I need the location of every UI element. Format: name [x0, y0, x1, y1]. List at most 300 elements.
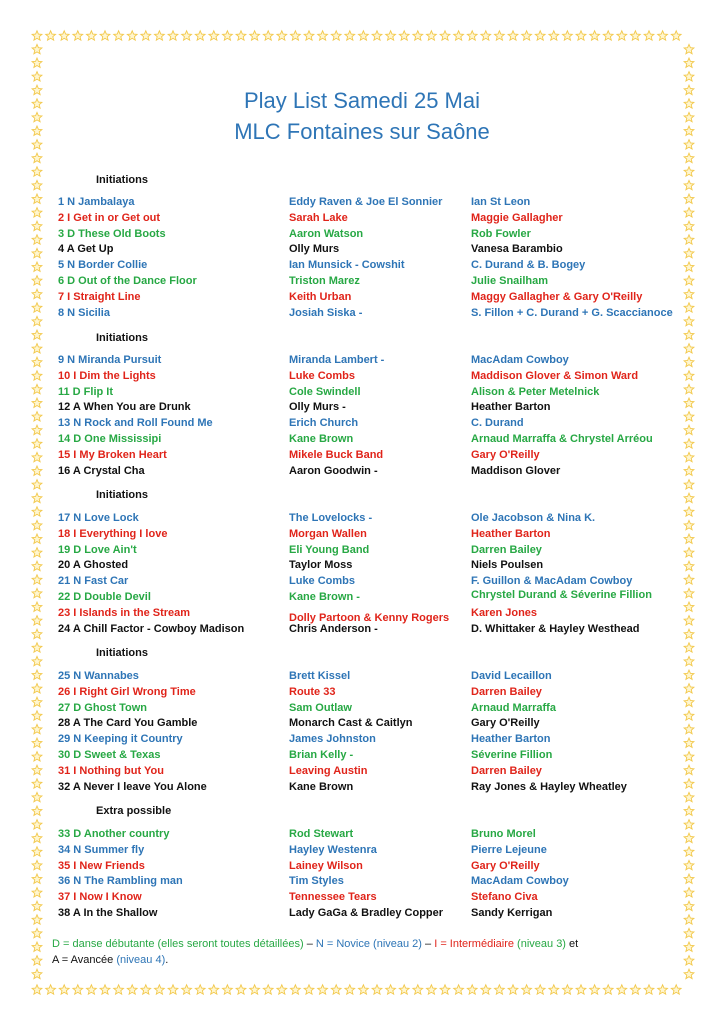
row-choreo: Arnaud Marraffa & Chrystel Arréou — [471, 433, 653, 445]
row-choreo: Maddison Glover & Simon Ward — [471, 369, 639, 382]
star-icon — [684, 398, 694, 407]
star-icon — [684, 208, 694, 217]
row-dance: 25 N Wannabes — [58, 670, 139, 682]
star-icon — [684, 507, 694, 516]
star-icon — [32, 344, 42, 353]
row-choreo: Gary O'Reilly — [471, 717, 540, 730]
star-icon — [32, 425, 42, 434]
row-artist: Brian Kelly - — [289, 749, 354, 761]
star-icon — [32, 684, 42, 693]
star-icon — [32, 330, 42, 339]
star-icon — [399, 985, 409, 994]
row-choreo: Maggy Gallagher & Gary O'Reilly — [471, 290, 643, 303]
star-icon — [684, 860, 694, 869]
legend-and: et — [565, 938, 579, 950]
star-icon — [684, 561, 694, 570]
row-artist: Olly Murs - — [289, 401, 346, 414]
row-choreo: Maggie Gallagher — [471, 211, 563, 224]
row-artist: Kane Brown — [289, 780, 354, 793]
star-icon — [684, 194, 694, 203]
row-choreo: Séverine Fillion — [471, 749, 553, 761]
row-dance: 27 D Ghost Town — [58, 701, 148, 714]
row-dance: 1 N Jambalaya — [58, 196, 135, 208]
star-icon — [684, 779, 694, 788]
row-dance: 17 N Love Lock — [58, 512, 139, 524]
row-artist: The Lovelocks - — [289, 512, 373, 524]
row-dance: 18 I Everything I love — [58, 527, 168, 540]
row-dance: 14 D One Mississipi — [58, 433, 162, 445]
star-icon — [522, 985, 532, 994]
row-artist: Tennessee Tears — [289, 891, 377, 904]
row-artist: Sam Outlaw — [289, 701, 352, 714]
star-icon — [277, 31, 287, 40]
row-dance: 31 I Nothing but You — [58, 764, 164, 777]
row-artist: Tim Styles — [289, 875, 344, 888]
star-icon — [590, 985, 600, 994]
star-icon — [318, 985, 328, 994]
row-dance: 7 I Straight Line — [58, 290, 141, 303]
star-icon — [508, 31, 518, 40]
row-artist: Luke Combs — [289, 575, 356, 588]
row-dance: 4 A Get Up — [58, 243, 114, 256]
legend-n-note: (niveau 2) — [369, 938, 422, 950]
row-choreo: Chrystel Durand & Séverine Fillion — [471, 589, 652, 601]
star-icon — [684, 602, 694, 611]
star-icon — [684, 480, 694, 489]
row-dance: 26 I Right Girl Wrong Time — [58, 685, 196, 698]
row-choreo: Darren Bailey — [471, 685, 542, 698]
row-dance: 13 N Rock and Roll Found Me — [58, 417, 213, 430]
star-icon — [32, 72, 42, 81]
star-icon — [32, 357, 42, 366]
star-icon — [32, 752, 42, 761]
star-icon — [32, 942, 42, 951]
row-choreo: C. Durand — [471, 417, 524, 430]
row-artist: Kane Brown — [289, 433, 354, 445]
legend-separator: – — [421, 938, 435, 950]
star-icon — [127, 985, 137, 994]
row-choreo: Alison & Peter Metelnick — [471, 385, 600, 398]
star-icon — [535, 985, 545, 994]
star-icon — [684, 588, 694, 597]
star-icon — [46, 985, 56, 994]
legend-a: A = Avancée — [52, 954, 114, 966]
star-icon — [32, 575, 42, 584]
star-icon — [684, 72, 694, 81]
star-icon — [250, 985, 260, 994]
star-icon — [141, 31, 151, 40]
row-artist: Dolly Partoon & Kenny Rogers — [289, 611, 450, 624]
star-icon — [684, 235, 694, 244]
star-icon — [32, 969, 42, 978]
row-choreo: David Lecaillon — [471, 670, 552, 682]
star-icon — [684, 752, 694, 761]
row-artist: Olly Murs — [289, 243, 340, 256]
star-icon — [684, 765, 694, 774]
star-icon — [32, 697, 42, 706]
star-icon — [32, 248, 42, 257]
star-icon — [440, 31, 450, 40]
star-icon — [46, 31, 56, 40]
star-icon — [399, 31, 409, 40]
star-icon — [168, 985, 178, 994]
star-icon — [684, 806, 694, 815]
row-dance: 37 I Now I Know — [58, 891, 142, 904]
star-icon — [32, 985, 42, 994]
row-choreo: Arnaud Marraffa — [471, 701, 556, 714]
star-icon — [32, 928, 42, 937]
star-icon — [32, 167, 42, 176]
star-icon — [427, 985, 437, 994]
row-artist: Route 33 — [289, 685, 336, 698]
star-icon — [32, 466, 42, 475]
star-icon — [32, 208, 42, 217]
star-icon — [684, 792, 694, 801]
star-icon — [32, 588, 42, 597]
star-icon — [684, 711, 694, 720]
star-icon — [32, 643, 42, 652]
row-dance: 2 I Get in or Get out — [58, 211, 161, 224]
row-choreo: S. Fillon + C. Durand + G. Scaccianoce — [471, 306, 673, 319]
star-icon — [32, 956, 42, 965]
star-icon — [32, 806, 42, 815]
star-icon — [263, 31, 273, 40]
star-icon — [549, 985, 559, 994]
row-dance: 28 A The Card You Gamble — [58, 717, 198, 730]
star-icon — [684, 44, 694, 53]
row-dance: 36 N The Rambling man — [58, 875, 183, 888]
legend-end: . — [165, 954, 169, 966]
page-subtitle: MLC Fontaines sur Saône — [234, 119, 490, 144]
star-icon — [372, 985, 382, 994]
star-icon — [603, 985, 613, 994]
row-choreo: Karen Jones — [471, 606, 538, 619]
star-icon — [141, 985, 151, 994]
star-icon — [73, 985, 83, 994]
star-icon — [386, 31, 396, 40]
star-icon — [100, 31, 110, 40]
row-choreo: Ole Jacobson & Nina K. — [471, 512, 596, 524]
star-icon — [100, 985, 110, 994]
star-icon — [413, 985, 423, 994]
row-choreo: Ian St Leon — [471, 196, 531, 208]
star-icon — [32, 507, 42, 516]
star-icon — [658, 985, 668, 994]
star-icon — [684, 901, 694, 910]
star-icon — [32, 371, 42, 380]
star-icon — [684, 425, 694, 434]
row-artist: Keith Urban — [289, 290, 352, 303]
row-choreo: MacAdam Cowboy — [471, 875, 569, 888]
star-icon — [684, 833, 694, 842]
star-icon — [684, 58, 694, 67]
star-icon — [168, 31, 178, 40]
star-icon — [481, 31, 491, 40]
row-artist: Luke Combs — [289, 369, 356, 382]
star-icon — [32, 44, 42, 53]
legend-i-note: (niveau 3) — [514, 938, 566, 950]
star-icon — [684, 928, 694, 937]
row-choreo: Pierre Lejeune — [471, 843, 547, 856]
section-heading: Initiations — [96, 489, 148, 501]
star-icon — [359, 985, 369, 994]
row-dance: 24 A Chill Factor - Cowboy Madison — [58, 622, 245, 635]
star-icon — [617, 31, 627, 40]
star-icon — [684, 316, 694, 325]
star-icon — [684, 384, 694, 393]
row-artist: Miranda Lambert - — [289, 354, 385, 366]
star-icon — [617, 985, 627, 994]
row-artist: Taylor Moss — [289, 559, 353, 572]
star-icon — [331, 31, 341, 40]
row-choreo: Maddison Glover — [471, 464, 561, 477]
section-heading: Extra possible — [96, 805, 172, 817]
star-icon — [195, 985, 205, 994]
star-icon — [684, 180, 694, 189]
star-icon — [32, 670, 42, 679]
row-choreo: Niels Poulsen — [471, 559, 544, 572]
star-icon — [603, 31, 613, 40]
star-icon — [684, 534, 694, 543]
star-icon — [32, 847, 42, 856]
star-icon — [684, 548, 694, 557]
star-icon — [32, 534, 42, 543]
legend-i: I = Intermédiaire — [434, 938, 514, 950]
star-icon — [32, 58, 42, 67]
star-icon — [440, 985, 450, 994]
star-icon — [263, 985, 273, 994]
star-icon — [684, 670, 694, 679]
row-artist: Cole Swindell — [289, 385, 361, 398]
row-artist: Eli Young Band — [289, 543, 370, 556]
row-dance: 23 I Islands in the Stream — [58, 606, 191, 619]
star-icon — [223, 985, 233, 994]
star-icon — [32, 412, 42, 421]
star-icon — [32, 738, 42, 747]
star-icon — [684, 684, 694, 693]
star-icon — [684, 221, 694, 230]
row-artist: Brett Kissel — [289, 670, 351, 682]
row-choreo: C. Durand & B. Bogey — [471, 259, 586, 272]
star-icon — [684, 874, 694, 883]
star-icon — [32, 915, 42, 924]
star-icon — [495, 31, 505, 40]
row-choreo: Vanesa Barambio — [471, 243, 563, 256]
star-icon — [684, 820, 694, 829]
row-artist: Monarch Cast & Caitlyn — [289, 717, 413, 730]
row-choreo: Julie Snailham — [471, 275, 549, 287]
row-choreo: Sandy Kerrigan — [471, 907, 553, 919]
star-icon — [522, 31, 532, 40]
star-icon — [481, 985, 491, 994]
star-icon — [535, 31, 545, 40]
row-dance: 6 D Out of the Dance Floor — [58, 275, 197, 287]
star-icon — [32, 153, 42, 162]
star-icon — [32, 316, 42, 325]
row-choreo: Bruno Morel — [471, 828, 536, 840]
star-icon — [684, 616, 694, 625]
star-icon — [304, 985, 314, 994]
star-icon — [114, 31, 124, 40]
row-dance: 33 D Another country — [58, 828, 170, 840]
star-icon — [73, 31, 83, 40]
star-icon — [155, 985, 165, 994]
row-dance: 9 N Miranda Pursuit — [58, 354, 162, 366]
star-icon — [32, 888, 42, 897]
star-icon — [684, 629, 694, 638]
star-icon — [671, 31, 681, 40]
star-icon — [684, 153, 694, 162]
row-dance: 21 N Fast Car — [58, 575, 129, 588]
star-icon — [32, 874, 42, 883]
star-icon — [318, 31, 328, 40]
legend-d: D = danse débutante — [52, 938, 155, 950]
star-icon — [182, 985, 192, 994]
star-icon — [495, 985, 505, 994]
star-icon — [684, 656, 694, 665]
star-icon — [684, 303, 694, 312]
star-icon — [32, 820, 42, 829]
star-icon — [32, 452, 42, 461]
row-choreo: Gary O'Reilly — [471, 448, 540, 461]
row-choreo: Stefano Civa — [471, 891, 538, 904]
star-icon — [32, 289, 42, 298]
row-artist: Erich Church — [289, 417, 359, 430]
row-dance: 38 A In the Shallow — [58, 907, 158, 919]
row-artist: Morgan Wallen — [289, 527, 367, 540]
row-artist: Aaron Goodwin - — [289, 464, 378, 477]
star-icon — [684, 344, 694, 353]
star-icon — [209, 31, 219, 40]
star-icon — [32, 303, 42, 312]
star-icon — [658, 31, 668, 40]
star-icon — [32, 493, 42, 502]
star-icon — [114, 985, 124, 994]
star-icon — [250, 31, 260, 40]
star-icon — [684, 847, 694, 856]
star-icon — [684, 262, 694, 271]
star-icon — [684, 330, 694, 339]
star-icon — [291, 985, 301, 994]
row-dance: 30 D Sweet & Texas — [58, 749, 161, 761]
star-icon — [684, 724, 694, 733]
star-icon — [32, 629, 42, 638]
star-icon — [32, 180, 42, 189]
row-dance: 20 A Ghosted — [58, 559, 129, 572]
row-artist: Rod Stewart — [289, 828, 354, 840]
star-icon — [32, 561, 42, 570]
star-icon — [386, 985, 396, 994]
row-dance: 10 I Dim the Lights — [58, 369, 156, 382]
star-icon — [345, 31, 355, 40]
star-icon — [127, 31, 137, 40]
star-icon — [277, 985, 287, 994]
star-icon — [684, 439, 694, 448]
star-icon — [32, 520, 42, 529]
star-icon — [684, 452, 694, 461]
star-icon — [631, 985, 641, 994]
star-icon — [32, 833, 42, 842]
star-icon — [576, 31, 586, 40]
star-icon — [684, 371, 694, 380]
star-icon — [331, 985, 341, 994]
section-heading: Initiations — [96, 332, 148, 344]
star-icon — [684, 969, 694, 978]
star-icon — [684, 357, 694, 366]
star-icon — [32, 221, 42, 230]
row-dance: 19 D Love Ain't — [58, 543, 137, 556]
row-artist: Ian Munsick - Cowshit — [289, 259, 405, 272]
row-artist: Hayley Westenra — [289, 843, 377, 856]
legend-n: N = Novice — [315, 938, 370, 950]
row-choreo: F. Guillon & MacAdam Cowboy — [471, 575, 633, 588]
star-icon — [684, 167, 694, 176]
star-icon — [32, 724, 42, 733]
star-icon — [32, 384, 42, 393]
row-dance: 3 D These Old Boots — [58, 227, 166, 240]
row-artist: Lainey Wilson — [289, 859, 363, 872]
star-icon — [684, 942, 694, 951]
star-icon — [32, 711, 42, 720]
row-dance: 8 N Sicilia — [58, 306, 110, 319]
star-icon — [684, 956, 694, 965]
star-icon — [563, 31, 573, 40]
star-icon — [32, 235, 42, 244]
legend-d-note: (elles seront toutes détaillées) — [154, 938, 304, 950]
row-artist: Chris Anderson - — [289, 622, 378, 635]
star-icon — [59, 985, 69, 994]
star-icon — [427, 31, 437, 40]
level-legend — [52, 936, 672, 968]
star-icon — [32, 548, 42, 557]
row-choreo: Ray Jones & Hayley Wheatley — [471, 780, 627, 793]
star-icon — [644, 31, 654, 40]
star-icon — [508, 985, 518, 994]
star-icon — [684, 412, 694, 421]
row-choreo: Heather Barton — [471, 733, 551, 746]
row-choreo: MacAdam Cowboy — [471, 354, 569, 366]
row-artist: Triston Marez — [289, 275, 360, 287]
star-icon — [563, 985, 573, 994]
row-choreo: Heather Barton — [471, 401, 551, 414]
star-icon — [236, 31, 246, 40]
star-icon — [304, 31, 314, 40]
star-icon — [590, 31, 600, 40]
star-icon — [576, 985, 586, 994]
star-icon — [684, 697, 694, 706]
row-artist: James Johnston — [289, 733, 376, 746]
star-icon — [684, 915, 694, 924]
star-icon — [32, 656, 42, 665]
star-icon — [236, 985, 246, 994]
row-dance: 35 I New Friends — [58, 859, 145, 872]
star-icon — [684, 466, 694, 475]
star-icon — [195, 31, 205, 40]
row-choreo: Heather Barton — [471, 527, 551, 540]
star-icon — [32, 765, 42, 774]
row-choreo: Rob Fowler — [471, 227, 531, 240]
star-icon — [684, 888, 694, 897]
star-icon — [684, 248, 694, 257]
row-artist: Mikele Buck Band — [289, 448, 384, 461]
star-icon — [454, 985, 464, 994]
star-icon — [684, 276, 694, 285]
row-dance: 32 A Never I leave You Alone — [58, 780, 207, 793]
row-dance: 16 A Crystal Cha — [58, 464, 145, 477]
star-icon — [684, 289, 694, 298]
row-artist: Aaron Watson — [289, 227, 364, 240]
row-dance: 12 A When You are Drunk — [58, 401, 191, 414]
